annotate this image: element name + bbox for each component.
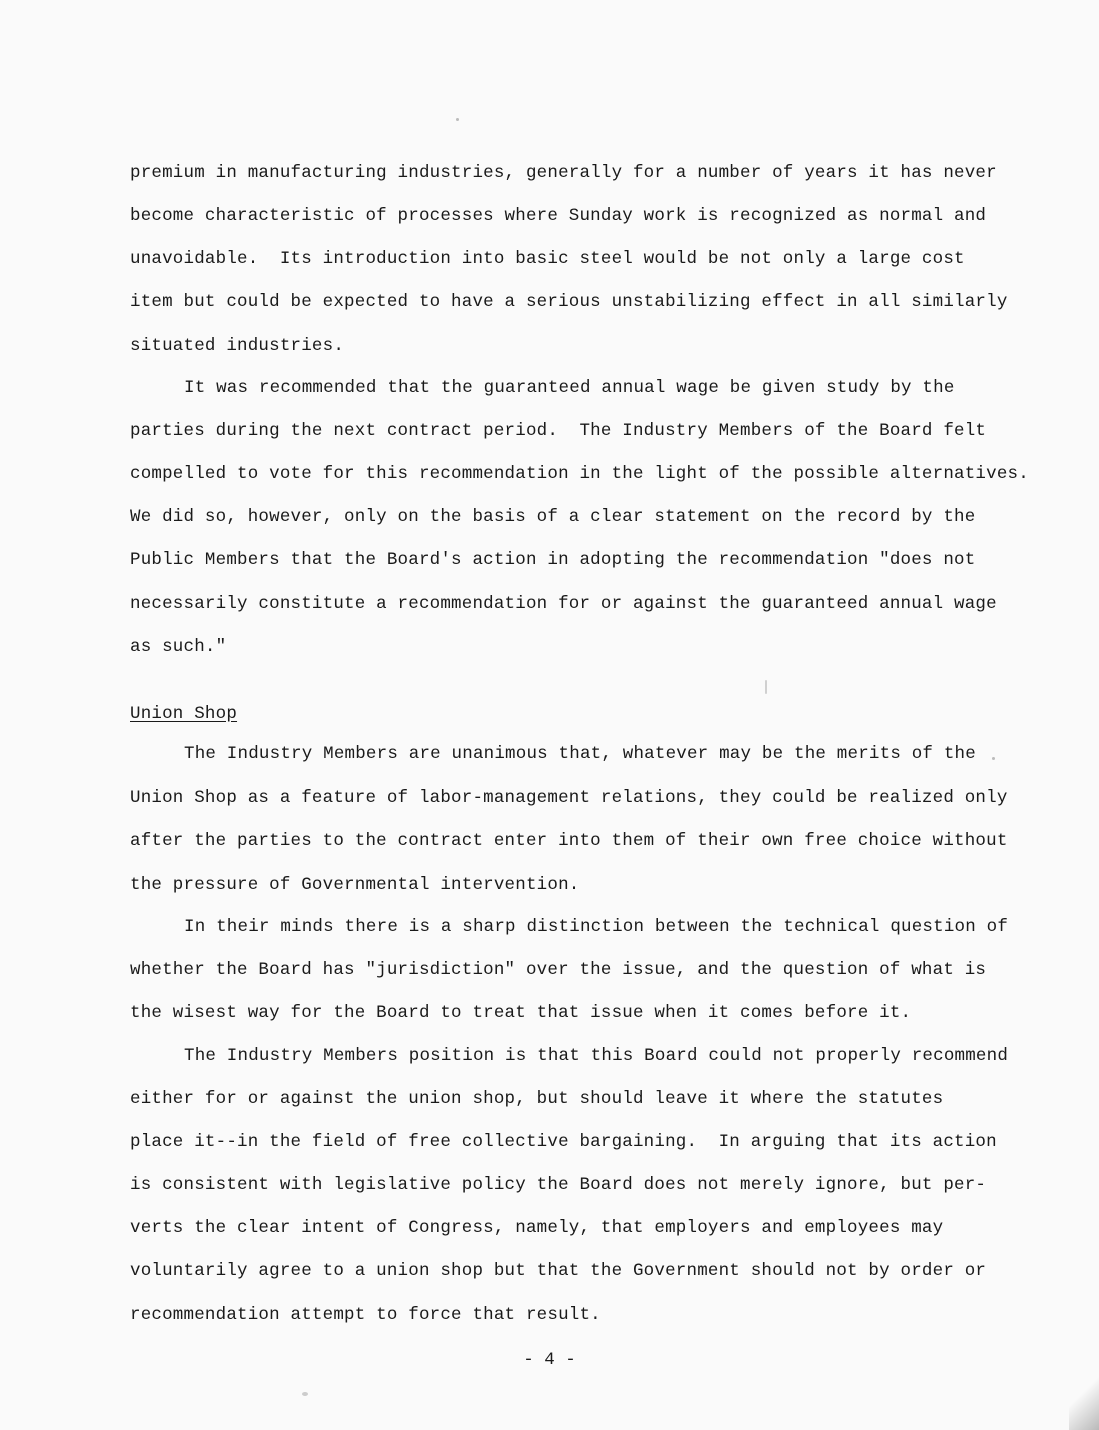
text-line: the pressure of Governmental intervention.	[130, 875, 580, 895]
text-line: verts the clear intent of Congress, namely, that employers and employees may	[130, 1218, 944, 1238]
text-line: is consistent with legislative policy the Board does not merely ignore, but per-	[130, 1175, 987, 1195]
text-line: whether the Board has "jurisdiction" over the issue, and the question of what is	[130, 960, 987, 980]
section-heading: Union Shop	[130, 704, 238, 724]
text-line: as such."	[130, 637, 227, 657]
text-line: the wisest way for the Board to treat that issue when it comes before it.	[130, 1003, 912, 1023]
text-line: The Industry Members are unanimous that, whatever may be the merits of the	[184, 744, 976, 764]
text-line: It was recommended that the guaranteed annual wage be given study by the	[184, 378, 955, 398]
page-number: - 4 -	[523, 1350, 576, 1370]
scan-speck	[992, 757, 995, 760]
text-line: after the parties to the contract enter into them of their own free choice without	[130, 831, 1008, 851]
scan-speck	[456, 118, 459, 121]
scan-speck	[765, 680, 767, 694]
text-line: parties during the next contract period. The Industry Members of the Board felt	[130, 421, 987, 441]
text-line: recommendation attempt to force that result.	[130, 1305, 601, 1325]
text-line: We did so, however, only on the basis of a clear statement on the record by the	[130, 507, 976, 527]
text-line: Public Members that the Board's action in adopting the recommendation "does not	[130, 550, 976, 570]
scan-speck	[302, 1392, 308, 1396]
text-line: place it--in the field of free collective bargaining. In arguing that its action	[130, 1132, 997, 1152]
text-line: necessarily constitute a recommendation for or against the guaranteed annual wage	[130, 594, 997, 614]
text-line: Union Shop as a feature of labor-management relations, they could be realized only	[130, 788, 1008, 808]
text-line: The Industry Members position is that this Board could not properly recommend	[184, 1046, 1009, 1066]
page-corner-shadow	[1069, 1370, 1099, 1430]
text-line: become characteristic of processes where Sunday work is recognized as normal and	[130, 206, 987, 226]
text-line: In their minds there is a sharp distinction between the technical question of	[184, 917, 1009, 937]
text-line: voluntarily agree to a union shop but that the Government should not by order or	[130, 1261, 987, 1281]
text-line: unavoidable. Its introduction into basic steel would be not only a large cost	[130, 249, 965, 269]
text-line: either for or against the union shop, but should leave it where the statutes	[130, 1089, 944, 1109]
text-line: item but could be expected to have a serious unstabilizing effect in all similarly	[130, 292, 1008, 312]
text-line: situated industries.	[130, 336, 345, 356]
text-line: compelled to vote for this recommendation in the light of the possible alternatives.	[130, 464, 1029, 484]
text-line: premium in manufacturing industries, generally for a number of years it has never	[130, 163, 997, 183]
